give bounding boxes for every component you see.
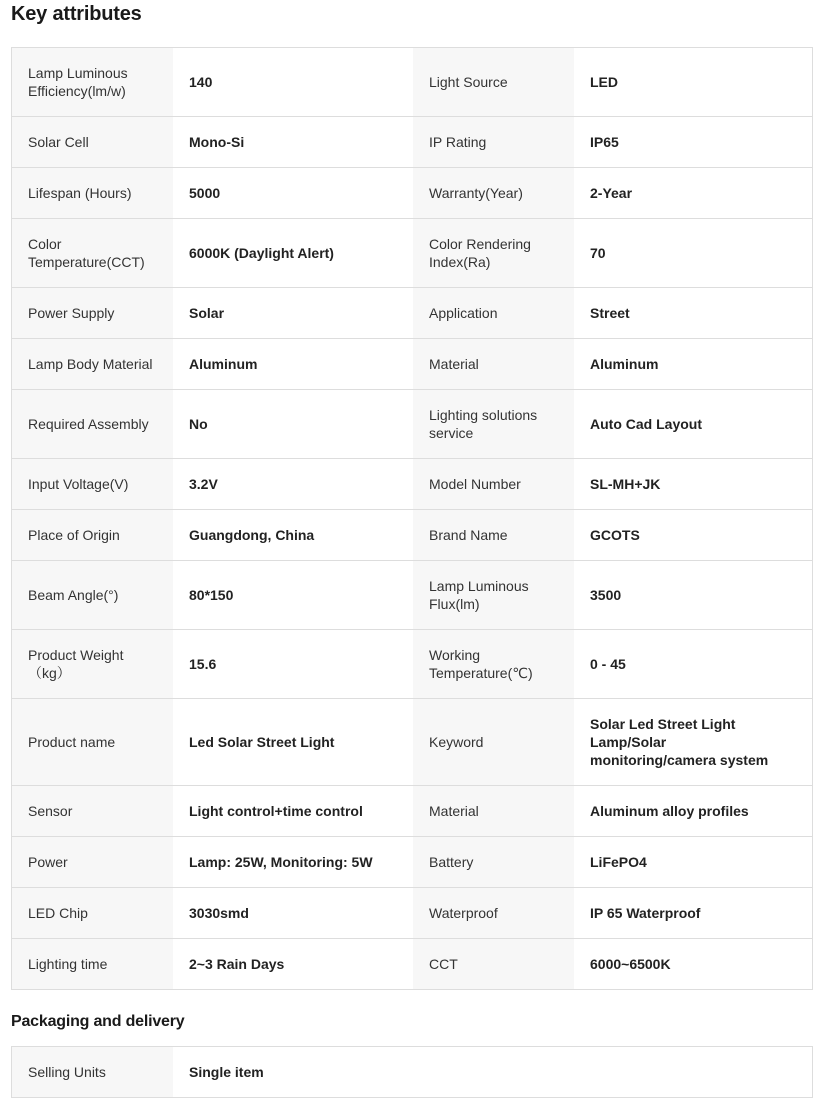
attribute-label: Product name <box>12 699 173 785</box>
attribute-value: Lamp: 25W, Monitoring: 5W <box>173 837 413 887</box>
attribute-value: 3.2V <box>173 459 413 509</box>
table-row <box>12 837 812 888</box>
attribute-value: Mono-Si <box>173 117 413 167</box>
attribute-value: 6000K (Daylight Alert) <box>173 219 413 287</box>
attribute-label: Selling Units <box>12 1047 173 1097</box>
attribute-label: Input Voltage(V) <box>12 459 173 509</box>
table-row <box>12 786 812 837</box>
key-attributes-table <box>11 47 813 990</box>
attribute-label: Solar Cell <box>12 117 173 167</box>
attribute-value: 70 <box>574 219 812 287</box>
attribute-value: Solar <box>173 288 413 338</box>
key-attributes-title: Key attributes <box>11 3 142 25</box>
attribute-label: Product Weight （kg） <box>12 630 173 698</box>
attribute-label: Color Temperature(CCT) <box>12 219 173 287</box>
attribute-value: 3500 <box>574 561 812 629</box>
attribute-label: Material <box>413 339 574 389</box>
attribute-value: IP 65 Waterproof <box>574 888 812 938</box>
attribute-label: Brand Name <box>413 510 574 560</box>
attribute-label: LED Chip <box>12 888 173 938</box>
attribute-value: 15.6 <box>173 630 413 698</box>
attribute-label: Light Source <box>413 48 574 116</box>
attribute-value: GCOTS <box>574 510 812 560</box>
attribute-label: Working Temperature(℃) <box>413 630 574 698</box>
attribute-value: 2-Year <box>574 168 812 218</box>
attribute-value: 5000 <box>173 168 413 218</box>
attribute-value: 6000~6500K <box>574 939 812 989</box>
attribute-value: LED <box>574 48 812 116</box>
attribute-value: IP65 <box>574 117 812 167</box>
attribute-label: Lamp Luminous Flux(lm) <box>413 561 574 629</box>
attribute-label: Lighting solutions service <box>413 390 574 458</box>
attribute-value: Auto Cad Layout <box>574 390 812 458</box>
table-row <box>12 48 812 117</box>
attribute-value: 3030smd <box>173 888 413 938</box>
table-row <box>12 168 812 219</box>
attribute-label: Lighting time <box>12 939 173 989</box>
attribute-label: Power Supply <box>12 288 173 338</box>
attribute-value: SL-MH+JK <box>574 459 812 509</box>
table-row <box>12 117 812 168</box>
table-row <box>12 339 812 390</box>
attribute-label: Beam Angle(°) <box>12 561 173 629</box>
table-row <box>12 1047 812 1098</box>
table-row <box>12 630 812 699</box>
table-row <box>12 510 812 561</box>
attribute-value: Guangdong, China <box>173 510 413 560</box>
table-row <box>12 699 812 786</box>
attribute-label: Keyword <box>413 699 574 785</box>
attribute-label: Lamp Body Material <box>12 339 173 389</box>
attribute-label: Power <box>12 837 173 887</box>
attribute-value: Aluminum <box>173 339 413 389</box>
attribute-value: Aluminum alloy profiles <box>574 786 812 836</box>
attribute-label: Battery <box>413 837 574 887</box>
table-row <box>12 288 812 339</box>
attribute-value: Aluminum <box>574 339 812 389</box>
attribute-label: CCT <box>413 939 574 989</box>
attribute-value: Led Solar Street Light <box>173 699 413 785</box>
table-row <box>12 390 812 459</box>
attribute-label: Required Assembly <box>12 390 173 458</box>
attribute-label: Warranty(Year) <box>413 168 574 218</box>
table-row <box>12 219 812 288</box>
attribute-label: Color Rendering Index(Ra) <box>413 219 574 287</box>
attribute-label: Lamp Luminous Efficiency(lm/w) <box>12 48 173 116</box>
attribute-label: Lifespan (Hours) <box>12 168 173 218</box>
table-row <box>12 561 812 630</box>
table-row <box>12 888 812 939</box>
attribute-label: Application <box>413 288 574 338</box>
attribute-value: 0 - 45 <box>574 630 812 698</box>
attribute-value: Light control+time control <box>173 786 413 836</box>
attribute-value: 80*150 <box>173 561 413 629</box>
attribute-label: Material <box>413 786 574 836</box>
attribute-value: No <box>173 390 413 458</box>
attribute-label: Model Number <box>413 459 574 509</box>
table-row <box>12 459 812 510</box>
packaging-delivery-title: Packaging and delivery <box>11 1013 185 1030</box>
attribute-value: LiFePO4 <box>574 837 812 887</box>
attribute-value: Street <box>574 288 812 338</box>
table-row <box>12 939 812 990</box>
attribute-value: 2~3 Rain Days <box>173 939 413 989</box>
attribute-label: IP Rating <box>413 117 574 167</box>
attribute-label: Waterproof <box>413 888 574 938</box>
packaging-delivery-table <box>11 1046 813 1098</box>
attribute-value: Solar Led Street Light Lamp/Solar monitoring/camera system <box>574 699 812 785</box>
attribute-label: Place of Origin <box>12 510 173 560</box>
attribute-value: Single item <box>173 1047 812 1097</box>
attribute-value: 140 <box>173 48 413 116</box>
attribute-label: Sensor <box>12 786 173 836</box>
